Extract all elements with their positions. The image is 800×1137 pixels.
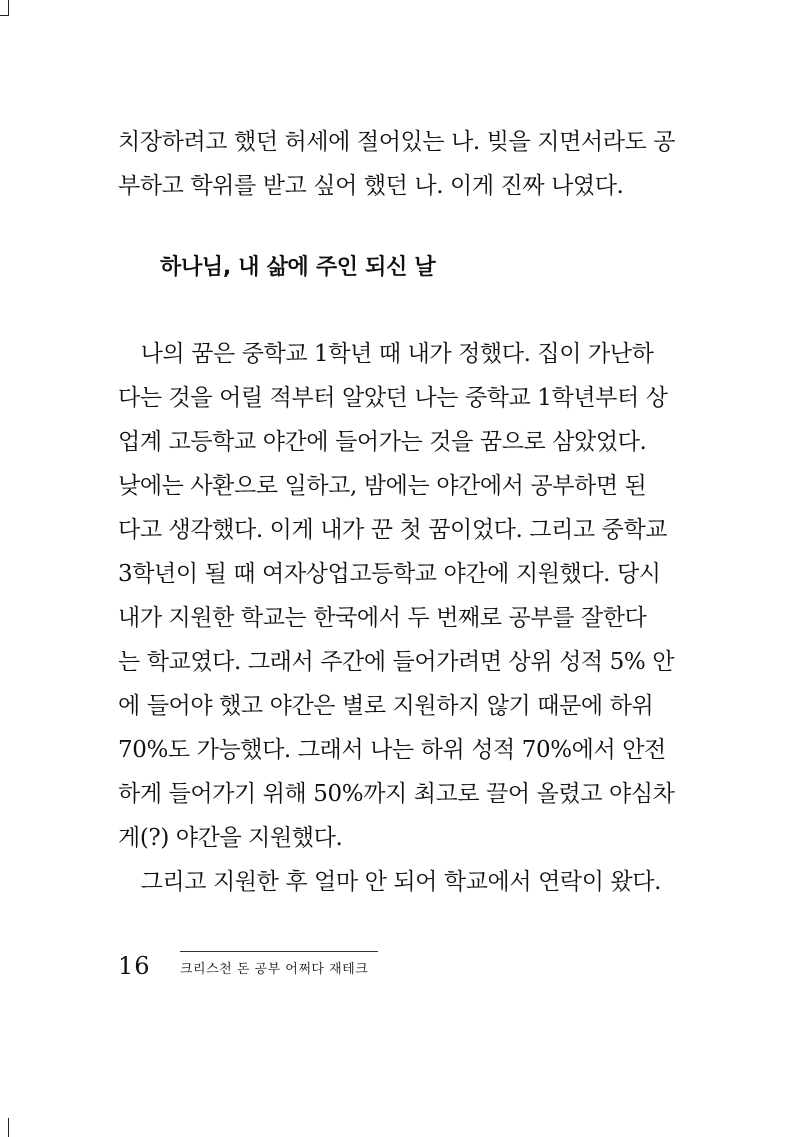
text-line: 나의 꿈은 중학교 1학년 때 내가 정했다. 집이 가난하: [118, 341, 654, 367]
text-line: 하게 들어가기 위해 50%까지 최고로 끌어 올렸고 야심차: [118, 781, 675, 807]
crop-mark-top-horizontal: [0, 15, 9, 16]
text-line: 에 들어야 했고 야간은 별로 지원하지 않기 때문에 하위: [118, 693, 654, 719]
crop-mark-bottom-vertical: [8, 1118, 9, 1137]
footer-divider: [180, 951, 378, 952]
text-line: 내가 지원한 학교는 한국에서 두 번째로 공부를 잘한다: [118, 605, 647, 631]
section-heading: 하나님, 내 삶에 주인 되신 날: [160, 255, 436, 280]
text-line: 업계 고등학교 야간에 들어가는 것을 꿈으로 삼았었다.: [118, 429, 647, 455]
running-book-title: 크리스천 돈 공부 어쩌다 재테크: [180, 962, 369, 977]
text-line: 그리고 지원한 후 얼마 안 되어 학교에서 연락이 왔다.: [118, 869, 661, 895]
text-line: 게(?) 야간을 지원했다.: [118, 825, 343, 851]
page-number: 16: [118, 952, 151, 980]
text-line: 3학년이 될 때 여자상업고등학교 야간에 지원했다. 당시: [118, 561, 661, 587]
text-line: 는 학교였다. 그래서 주간에 들어가려면 상위 성적 5% 안: [118, 649, 675, 675]
body-paragraph: [118, 332, 675, 904]
text-line: 70%도 가능했다. 그래서 나는 하위 성적 70%에서 안전: [118, 737, 666, 763]
text-line: 다는 것을 어릴 적부터 알았던 나는 중학교 1학년부터 상: [118, 385, 668, 411]
text-line: 치장하려고 했던 허세에 절어있는 나. 빚을 지면서라도 공: [118, 129, 676, 155]
intro-paragraph: [118, 120, 676, 208]
text-line: 부하고 학위를 받고 싶어 했던 나. 이게 진짜 나였다.: [118, 173, 624, 199]
text-line: 낮에는 사환으로 일하고, 밤에는 야간에서 공부하면 된: [118, 473, 647, 499]
text-line: 다고 생각했다. 이게 내가 꾼 첫 꿈이었다. 그리고 중학교: [118, 517, 668, 543]
crop-mark-top-vertical: [8, 0, 9, 16]
